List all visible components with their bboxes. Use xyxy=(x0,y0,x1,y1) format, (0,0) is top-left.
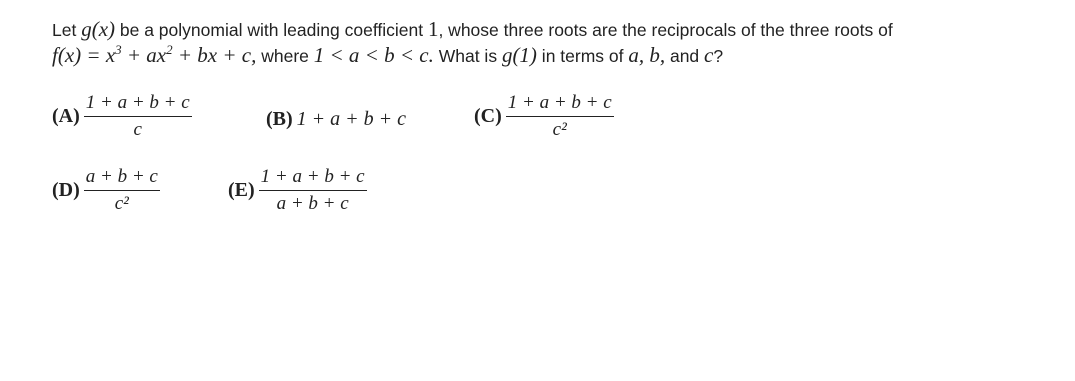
problem-statement xyxy=(52,17,1052,69)
choice-c-numerator: 1 + a + b + c xyxy=(506,92,614,117)
problem-line-2 xyxy=(52,43,1052,69)
choice-c-fraction xyxy=(506,92,614,141)
coefficient-one: 1 xyxy=(427,17,439,41)
choice-e-letter: (E) xyxy=(228,179,255,201)
text-and: and xyxy=(665,46,705,66)
choice-e[interactable] xyxy=(228,166,367,215)
choice-d-denominator: c² xyxy=(114,193,129,214)
choice-a-denominator: c xyxy=(133,119,142,140)
variable-c: c xyxy=(704,43,714,67)
g-of-1: g(1) xyxy=(501,43,537,67)
choice-c-letter: (C) xyxy=(474,105,502,127)
choice-a-numerator: 1 + a + b + c xyxy=(84,92,192,117)
text-in-terms: in terms of xyxy=(536,46,629,66)
choice-d-numerator: a + b + c xyxy=(84,166,160,191)
question-mark: ? xyxy=(713,46,724,66)
text-what-is: What is xyxy=(433,46,502,66)
text-leading-coeff: be a polynomial with leading coefficient xyxy=(115,20,428,40)
choice-b[interactable] xyxy=(266,108,406,131)
choice-a-fraction xyxy=(84,92,192,141)
variables: a, b, xyxy=(628,43,666,67)
problem-line-1 xyxy=(52,17,1052,43)
choice-d-fraction xyxy=(84,166,160,215)
choice-e-fraction xyxy=(259,166,367,215)
choice-d-letter: (D) xyxy=(52,179,80,201)
choice-d[interactable] xyxy=(52,166,160,215)
choice-a[interactable] xyxy=(52,92,192,141)
choice-c-denominator: c² xyxy=(552,119,567,140)
choice-e-denominator: a + b + c xyxy=(276,193,349,214)
choice-b-expression: 1 + a + b + c xyxy=(296,108,407,130)
text-where: where xyxy=(256,46,314,66)
choice-c[interactable] xyxy=(474,92,614,141)
condition: 1 < a < b < c. xyxy=(313,43,434,67)
choice-e-numerator: 1 + a + b + c xyxy=(259,166,367,191)
g-of-x: g(x) xyxy=(81,17,116,41)
choice-a-letter: (A) xyxy=(52,105,80,127)
text-roots-description: , whose three roots are the reciprocals of the three roots of xyxy=(438,20,893,40)
text-let: Let xyxy=(52,20,82,40)
choice-b-letter: (B) xyxy=(266,108,293,130)
f-definition: $f(x) = x^3 + ax^2$ + bx + c, xyxy=(52,42,257,67)
